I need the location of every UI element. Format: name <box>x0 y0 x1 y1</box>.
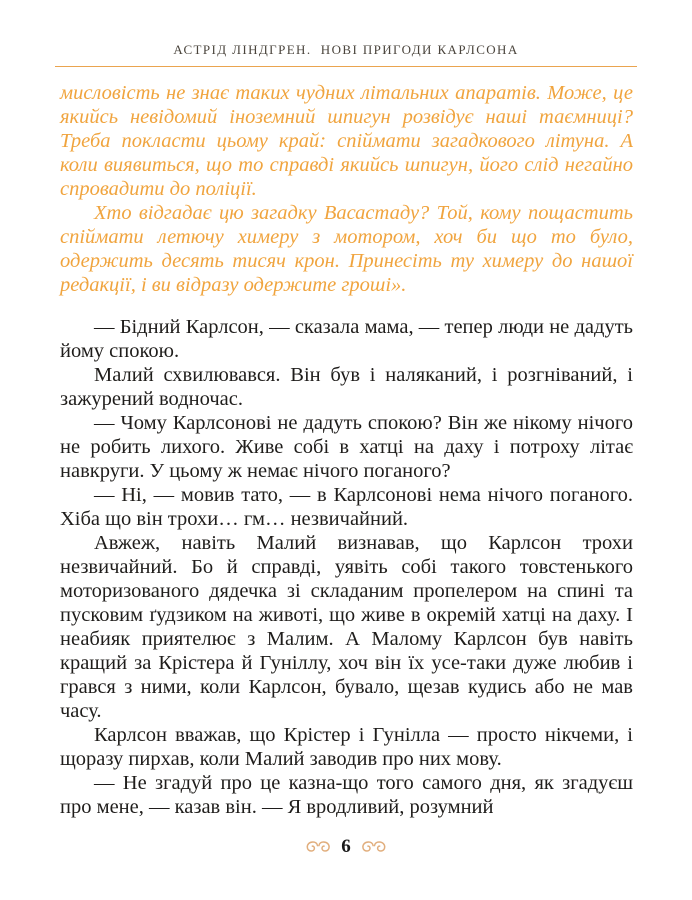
left-flourish-icon <box>305 841 332 853</box>
header-rule <box>55 66 637 67</box>
body-paragraph: Авжеж, навіть Малий визнавав, що Карлсон трохи незвичайний. Бо й справді, уявіть собі такого товстенького моторизованого дядечка зі складаним пропелером на спині та пусковим ґудзиком на животі, що живе в окремій хатці на даху. І неабияк приятелює з Малим. А Малому Карлсон був навіть кращий за Крістера й Гуніллу, хоч він їх усе-таки дуже любив і грався з ними, коли Карлсон, бувало, щезав кудись або не мав часу. <box>60 532 633 722</box>
page-number: 6 <box>341 836 351 857</box>
running-header <box>0 0 692 67</box>
body-text <box>60 315 633 819</box>
body-paragraph: — Чому Карлсонові не дадуть спокою? Він же нікому нічого не робить лихого. Живе собі в хатці на даху і потроху літає навкруги. У цьому ж немає нічого поганого? <box>60 412 633 482</box>
quote-block <box>60 81 633 297</box>
quote-paragraph: Хто відгадає цю загадку Васастаду? Той, кому пощастить спіймати летючу химеру з мотором, хоч би що то було, одержить десять тисяч крон. Принесіть ту химеру до нашої редакції, і ви відразу одержите гроші». <box>60 202 633 296</box>
running-header-title: АСТРІД ЛІНДГРЕН. НОВІ ПРИГОДИ КАРЛСОНА <box>173 42 519 57</box>
body-paragraph: — Бідний Карлсон, — сказала мама, — тепер люди не дадуть йому спокою. <box>60 316 633 362</box>
right-flourish-icon <box>360 841 387 853</box>
page-footer <box>0 836 692 858</box>
body-paragraph: — Не згадуй про це казна-що того самого дня, як згадуєш про мене, — казав він. — Я вродливий, розумний <box>60 772 633 818</box>
body-paragraph: — Ні, — мовив тато, — в Карлсонові нема нічого поганого. Хіба що він трохи… гм… незвичайний. <box>60 484 633 530</box>
quote-paragraph: мисловість не знає таких чудних літальних апаратів. Може, це якийсь невідомий іноземний шпигун розвідує наші таємниці? Треба покласти цьому край: спіймати загадкового літуна. А коли виявиться, що то справді якийсь шпигун, його слід негайно спровадити до поліції. <box>60 82 633 200</box>
body-paragraph: Карлсон вважав, що Крістер і Гунілла — просто нікчеми, і щоразу пирхав, коли Малий заводив про них мову. <box>60 724 633 770</box>
body-paragraph: Малий схвилювався. Він був і наляканий, і розгніваний, і зажурений водночас. <box>60 364 633 410</box>
